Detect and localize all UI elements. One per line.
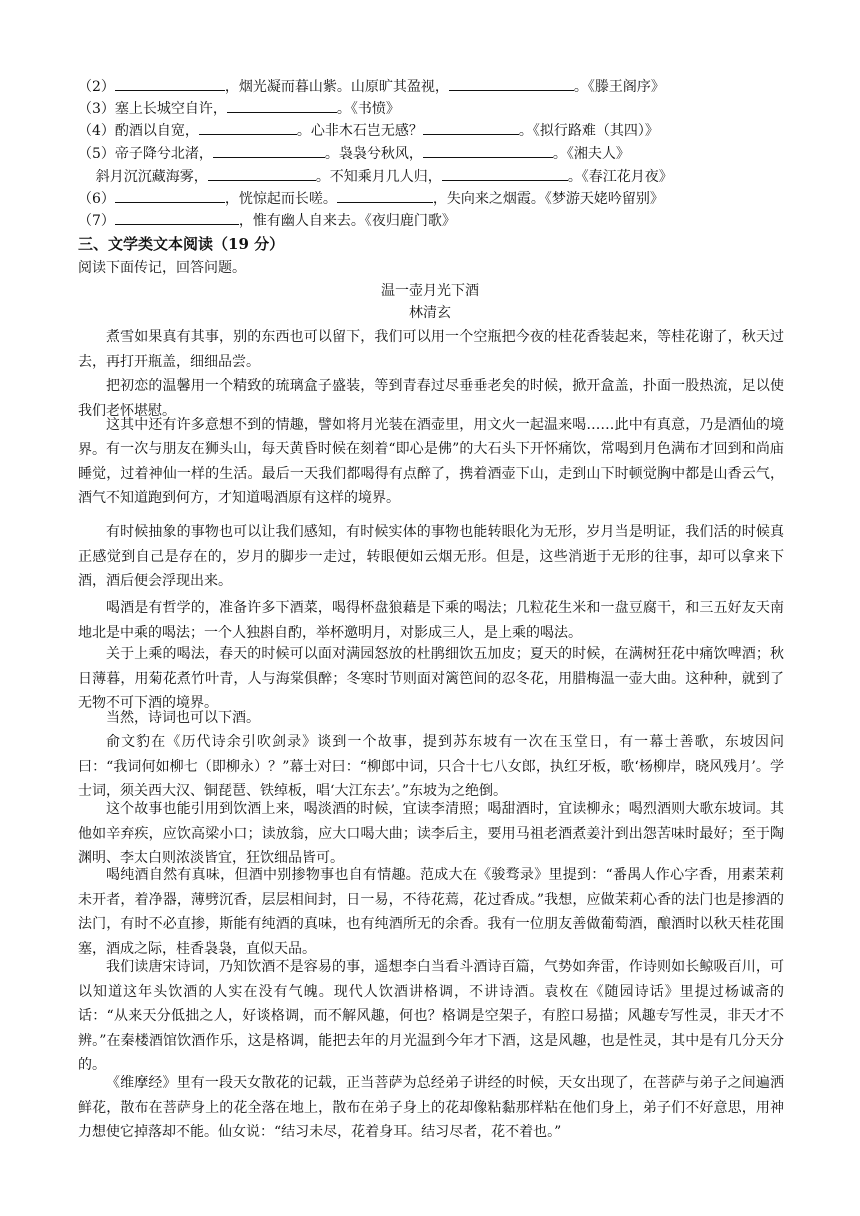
answer-blank[interactable] [115, 210, 239, 225]
article-paragraph: 把初恋的温馨用一个精致的琉璃盒子盛装，等到青春过尽垂垂老矣的时候，掀开盒盖，扑面一股热流，足以使我们老怀堪慰。 [78, 378, 784, 419]
reading-instruction: 阅读下面传记，回答问题。 [78, 260, 246, 276]
fill-blank-line [78, 210, 456, 232]
answer-blank[interactable] [449, 76, 574, 91]
answer-blank[interactable] [115, 188, 225, 203]
article-paragraph: 关于上乘的喝法，春天的时候可以面对满园怒放的杜鹃细饮五加皮；夏天的时候，在满树狂花中痛饮啤酒；秋日薄暮，用菊花煮竹叶青，人与海棠俱醉；冬寒时节则面对篱笆间的忍冬花，用腊梅温一壶大曲。这种种，就到了无物不可下酒的境界。 [78, 646, 784, 711]
fill-blank-line [78, 143, 630, 165]
fill-blank-text: （5）帝子降兮北渚， [78, 146, 213, 162]
article-paragraph: 煮雪如果真有其事，别的东西也可以留下，我们可以用一个空瓶把今夜的桂花香装起来，等桂花谢了，秋天过去，再打开瓶盖，细细品尝。 [78, 329, 784, 370]
answer-blank[interactable] [423, 120, 519, 135]
fill-blank-text: 。袅袅兮秋风， [324, 146, 423, 162]
section-heading: 三、文学类文本阅读（19 分） [78, 235, 285, 253]
fill-blank-text: （3）塞上长城空自许， [78, 101, 227, 117]
fill-blank-text: （7） [78, 213, 115, 229]
article-paragraph: 俞文豹在《历代诗余引吹剑录》谈到一个故事，提到苏东坡有一次在玉堂日，有一幕士善歌，东坡因问曰：“我词何如柳七（即柳永）？”幕士对曰：“柳郎中词，只合十七八女郎，执红牙板，歌‘杨柳岸，晓风残月’。学士词，须关西大汉、铜琵琶、铁绰板，唱‘大江东去’。”东坡为之绝倒。 [78, 734, 784, 799]
article-paragraph: 喝纯酒自然有真味，但酒中别掺物事也自有情趣。范成大在《骏骛录》里提到：“番禺人作心字香，用素茉莉未开者，着净器，薄劈沉香，层层相间封，日一易，不待花蔫，花过香成。”我想，应做茉莉心香的法门也是掺酒的法门，有时不必直掺，斯能有纯酒的真味，也有纯酒所无的余香。我有一位朋友善做葡萄酒，酿酒时以秋天桂花围塞，酒成之际，桂香袅袅，直似天品。 [78, 867, 784, 957]
answer-blank[interactable] [199, 120, 297, 135]
fill-blank-text: ，惟有幽人自来去。《夜归鹿门歌》 [238, 213, 456, 229]
fill-blank-text: 。《湘夫人》 [552, 146, 630, 162]
answer-blank[interactable] [423, 143, 553, 158]
fill-blank-line [78, 188, 664, 210]
fill-blank-text: ，恍惊起而长嗟。 [224, 191, 337, 207]
article-paragraph: 这其中还有许多意想不到的情趣，譬如将月光装在酒壶里，用文火一起温来喝……此中有真意，乃是酒仙的境界。 [78, 417, 784, 458]
article-paragraph: 我们读唐宋诗词，乃知饮酒不是容易的事，遥想李白当看斗酒诗百篇，气势如奔雷，作诗则如长鲸吸百川，可以知道这年头饮酒的人实在没有气魄。现代人饮酒讲格调，不讲诗酒。袁枚在《随园诗话》里提过杨诚斋的话：“从来天分低拙之人，好谈格调，而不解风趣，何也？格调是空架子，有腔口易描；风趣专写性灵，非天才不辨。”在秦楼酒馆饮酒作乐，这是格调，能把去年的月光温到今年才下酒，这是风趣，也是性灵，其中是有几分天分的。 [78, 959, 784, 1073]
article-title: 温一壶月光下酒 [381, 283, 479, 299]
answer-blank[interactable] [337, 188, 433, 203]
article-paragraph: 《维摩经》里有一段天女散花的记载，正当菩萨为总经弟子讲经的时候，天女出现了，在菩萨与弟子之间遍洒鲜花，散布在菩萨身上的花全落在地上，散布在弟子身上的花却像粘黏那样粘在他们身上，弟子们不好意思，用神力想使它掉落却不能。仙女说：“结习未尽，花着身耳。结习尽者，花不着也。” [78, 1075, 784, 1140]
fill-blank-text: 。《拟行路难（其四）》 [518, 123, 659, 139]
article-paragraph: 当然，诗词也可以下酒。 [106, 710, 260, 726]
answer-blank[interactable] [213, 143, 325, 158]
fill-blank-text: 。《春江花月夜》 [567, 169, 673, 185]
fill-blank-text: 。不知乘月几人归， [315, 169, 442, 185]
article-paragraph: 有一次与朋友在狮头山，每天黄昏时候在刻着“即心是佛”的大石头下开怀痛饮，常喝到月色满布才回到和尚庙睡觉，过着神仙一样的生活。最后一天我们都喝得有点醉了，携着酒壶下山，走到山下时顿觉胸中都是山香云气，酒气不知道跑到何方，才知道喝酒原有这样的境界。 [78, 441, 784, 506]
article-paragraph: 喝酒是有哲学的，准备许多下酒菜，喝得杯盘狼藉是下乘的喝法；几粒花生米和一盘豆腐干，和三五好友天南地北是中乘的喝法；一个人独斟自酌，举杯邀明月，对影成三人，是上乘的喝法。 [78, 600, 784, 641]
answer-blank[interactable] [442, 166, 568, 181]
fill-blank-text: 。心非木石岂无感？ [296, 123, 423, 139]
answer-blank[interactable] [115, 76, 225, 91]
fill-blank-line [78, 76, 665, 98]
article-paragraph: 这个故事也能引用到饮酒上来，喝淡酒的时候，宜读李清照；喝甜酒时，宜读柳永；喝烈酒则大歌东坡词。其他如辛弃疾，应饮高梁小口；读放翁，应大口喝大曲；读李后主，要用马祖老酒煮姜汁到出怨苦味时最好；至于陶渊明、李太白则浓淡皆宜，狂饮细品皆可。 [78, 801, 784, 866]
fill-blank-text: ，烟光凝而暮山紫。山原旷其盈视， [224, 79, 449, 95]
answer-blank[interactable] [227, 98, 337, 113]
fill-blank-text: 。《滕王阁序》 [573, 79, 665, 95]
article-paragraph: 有时候抽象的事物也可以让我们感知，有时候实体的事物也能转眼化为无形，岁月当是明证，我们活的时候真正感觉到自己是存在的，岁月的脚步一走过，转眼便如云烟无形。但是，这些消逝于无形的往事，却可以拿来下酒，酒后便会浮现出来。 [78, 524, 784, 589]
fill-blank-text: （2） [78, 79, 115, 95]
fill-blank-text: 斜月沉沉藏海雾， [78, 169, 208, 185]
fill-blank-text: （4）酌酒以自宽， [78, 123, 199, 139]
fill-blank-text: （6） [78, 191, 115, 207]
fill-blank-text: ，失向来之烟霞。《梦游天姥吟留别》 [432, 191, 664, 207]
fill-blank-line [78, 120, 659, 142]
fill-blank-line [78, 166, 673, 188]
fill-blank-text: 。《书愤》 [336, 101, 400, 117]
answer-blank[interactable] [208, 166, 316, 181]
fill-blank-line [78, 98, 400, 120]
article-author: 林清玄 [409, 305, 451, 321]
